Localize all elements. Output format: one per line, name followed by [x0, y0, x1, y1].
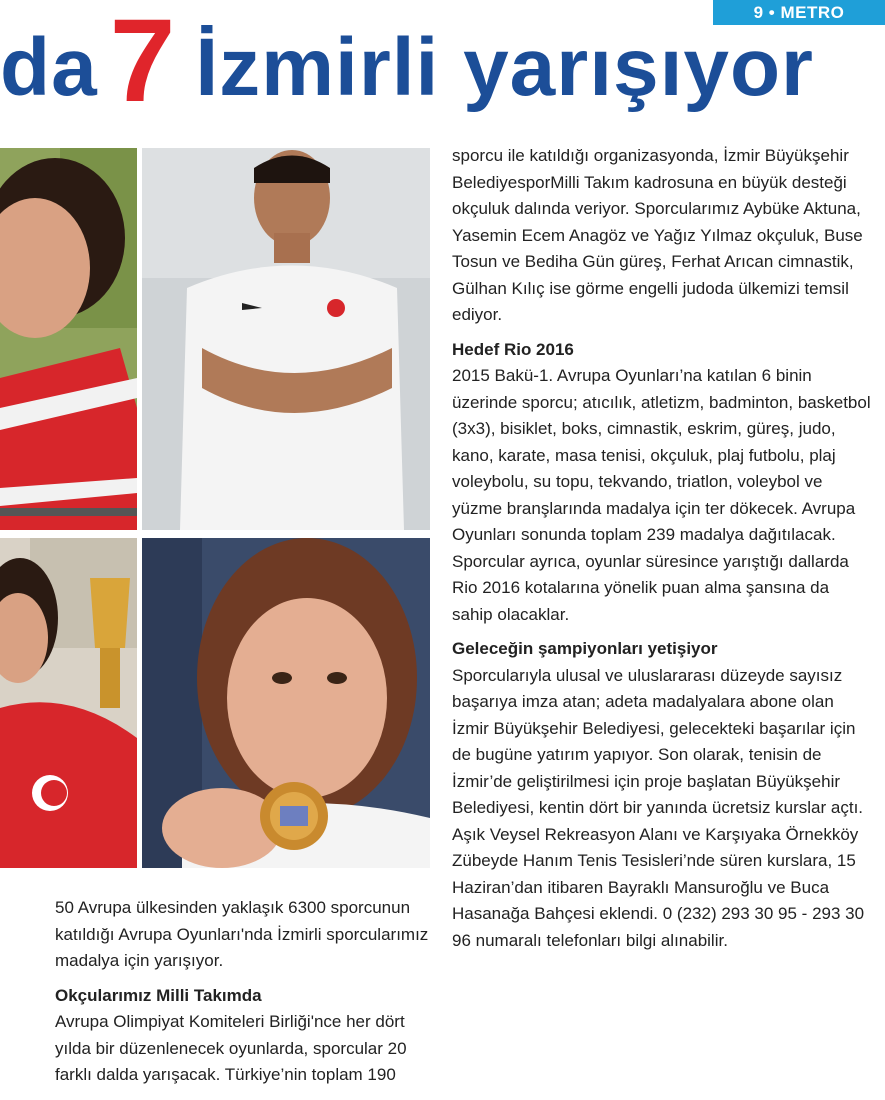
judoka-medal-photo	[142, 538, 430, 868]
gymnast-photo	[142, 148, 430, 530]
page-number-badge: 9 • METRO	[713, 0, 885, 25]
section1-body-continued: sporcu ile katıldığı organizasyonda, İzmir Büyükşehir BelediyesporMilli Takım kadrosuna en büyük desteği okçuluk dalında veriyor. Sporcularımız Aybüke Aktuna, Yasemin Ecem Anagöz ve Yağız Yılmaz okçuluk, Buse Tosun ve Bediha Gün güreş, Ferhat Arıcan cimnastik, Gülhan Kılıç ise görme engelli judoda ülkemizi temsil ediyor.	[452, 146, 863, 324]
article-left-column	[55, 895, 435, 1089]
archer-photo	[0, 148, 137, 530]
article-right-column	[452, 143, 872, 954]
headline-prefix: da	[0, 22, 98, 113]
section1-heading: Okçularımız Milli Takımda	[55, 985, 262, 1005]
section1-body: Avrupa Olimpiyat Komiteleri Birliği'nce her dört yılda bir düzenlenecek oyunlarda, sporcular 20 farklı dalda yarışacak. Türkiye’nin toplam 190	[55, 1012, 407, 1084]
section3-body: Sporcularıyla ulusal ve uluslararası düzeyde sayısız başarıya imza atan; adeta madalyalara abone olan İzmir Büyükşehir Belediyesi, gelecekteki başarılar için de bugüne yatırım yapıyor. Son olarak, tenisin de İzmir’de geliştirilmesi için proje başlatan Büyükşehir Belediyesi, kentin dört bir yanında ücretsiz kurslar açtı. Aşık Veysel Rekreasyon Alanı ve Karşıyaka Örnekköy Zübeyde Hanım Tenis Tesisleri’nde süren kurslara, 15 Haziran’dan itibaren Bayraklı Mansuroğlu ve Buca Hasanağa Bahçesi eklendi. 0 (232) 293 30 95 - 293 30 96 numaralı telefonları bilgi alınabilir.	[452, 665, 865, 950]
section2-heading: Hedef Rio 2016	[452, 339, 574, 359]
headline	[0, 0, 814, 127]
wrestler-photo	[0, 538, 137, 868]
section3-heading: Geleceğin şampiyonları yetişiyor	[452, 639, 718, 658]
intro-paragraph: 50 Avrupa ülkesinden yaklaşık 6300 sporcunun katıldığı Avrupa Oyunları'nda İzmirli sporcularımız madalya için yarışıyor.	[55, 898, 429, 970]
headline-number: 7	[109, 0, 176, 127]
section2-body: 2015 Bakü-1. Avrupa Oyunları’na katılan 6 binin üzerinde sporcu; atıcılık, atletizm, badminton, basketbol (3x3), bisiklet, boks, cimnastik, eskrim, güreş, judo, kano, karate, masa tenisi, okçuluk, plaj futbolu, plaj voleybolu, su topu, tekvando, triatlon, voleybol ve yüzme branşlarında madalya için ter dökecek. Avrupa Oyunları sonunda toplam 239 madalya dağıtılacak. Sporcular ayrıca, oyunlar süresince yarıştığı dallarda Rio 2016 kotalarına yönelik puan alma şansına da sahip olacaklar.	[452, 366, 871, 624]
headline-text: İzmirli yarışıyor	[195, 22, 814, 113]
